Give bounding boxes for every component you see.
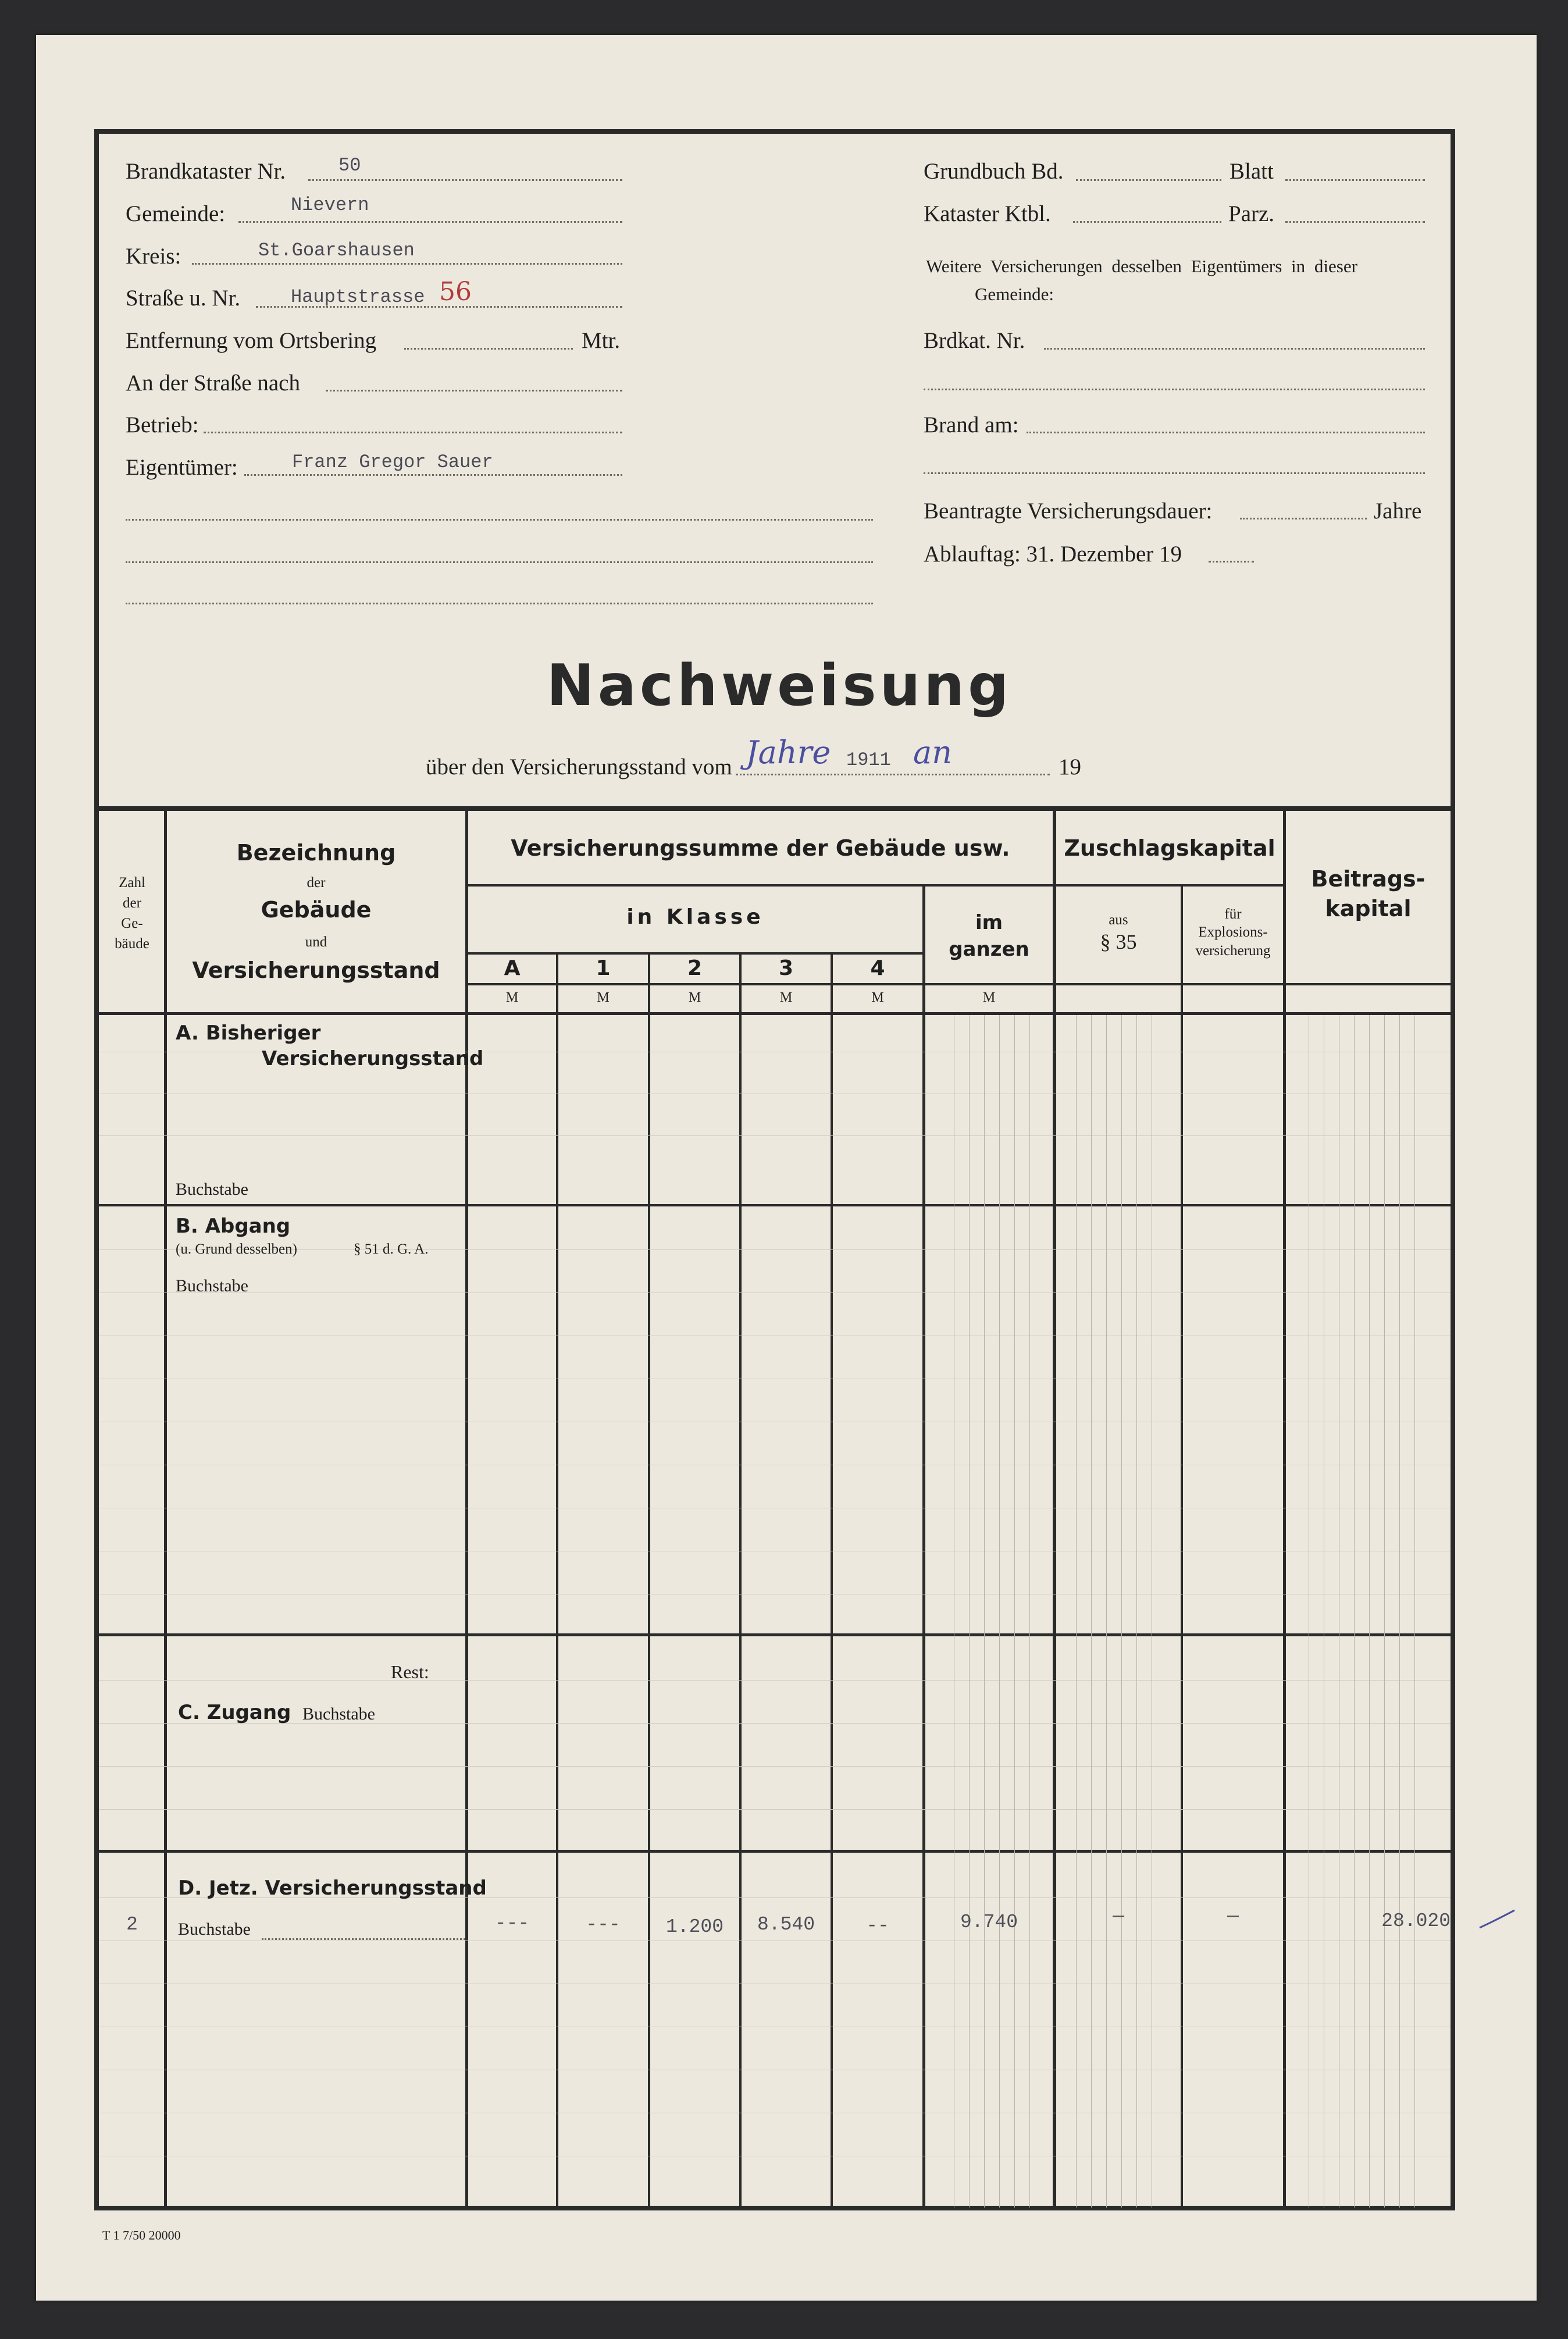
brdkat-label: Brdkat. Nr. [924, 328, 1025, 353]
col-line [1283, 811, 1286, 2207]
ablauftag-label: Ablauftag: 31. Dezember 19 [924, 542, 1182, 567]
unit-ganzen: M [982, 990, 996, 1005]
section-a-subtitle: Versicherungsstand [262, 1047, 484, 1070]
section-line [99, 1850, 1451, 1853]
footer-code: T 1 7/50 20000 [102, 2228, 181, 2242]
col-zahl-header: Zahl der Ge- bäude [115, 875, 149, 952]
brandkataster-label: Brandkataster Nr. [126, 159, 286, 184]
row-line [99, 1012, 1451, 1015]
col-line [1053, 811, 1056, 2207]
betrieb-label: Betrieb: [126, 412, 199, 437]
subtitle-hand-an: an [913, 734, 952, 771]
col-line [922, 885, 925, 2207]
row-line [465, 983, 1451, 985]
section-line [99, 1633, 1451, 1636]
strasse-value: Hauptstrasse [291, 286, 425, 308]
section-d-value-aus: — [1113, 1906, 1124, 1927]
col-bezeichnung-und: und [305, 934, 327, 950]
col-line [831, 954, 833, 2207]
col-line [164, 811, 167, 2207]
section-c-rest: Rest: [391, 1661, 429, 1682]
grundbuch-label: Grundbuch Bd. [924, 159, 1064, 184]
section-d-value-2: 1.200 [665, 1916, 724, 1938]
section-a-title: A. Bisheriger [176, 1021, 321, 1045]
unit-2: M [688, 990, 701, 1005]
section-d-value-ganzen: 9.740 [960, 1911, 1018, 1933]
col-fuer-header: für Explosions- versicherung [1195, 906, 1271, 959]
unit-3: M [779, 990, 793, 1005]
parz-label: Parz. [1228, 201, 1275, 226]
klasse-4: 4 [870, 956, 885, 980]
weitere-label-line1: Weitere Versicherungen desselben Eigentümers in dieser [926, 256, 1357, 276]
dauer-label: Beantragte Versicherungsdauer: [924, 499, 1213, 524]
brand-am-label: Brand am: [924, 412, 1019, 437]
col-bezeichnung-gebaeude: Gebäude [261, 897, 372, 923]
section-d-value-beitrag: 28.020 [1381, 1910, 1451, 1932]
col-ganzen-header: im ganzen [949, 911, 1029, 961]
gemeinde-label: Gemeinde: [126, 201, 226, 226]
gemeinde-value: Nievern [291, 194, 369, 216]
row-line [465, 952, 925, 955]
weitere-label-line2: Gemeinde: [975, 284, 1054, 304]
unit-4: M [871, 990, 884, 1005]
klasse-a: A [504, 956, 521, 980]
klasse-1: 1 [596, 956, 611, 980]
col-beitrag-header: Beitrags- kapital [1311, 866, 1426, 922]
section-d-value-1: --- [586, 1914, 621, 1935]
section-d-zahl: 2 [126, 1914, 138, 1935]
section-d-value-4: -- [866, 1915, 889, 1936]
section-line [99, 1204, 1451, 1206]
section-d-value-3: 8.540 [757, 1914, 815, 1935]
tick-mark-icon [1477, 1908, 1518, 1931]
klasse-3: 3 [778, 956, 794, 980]
col-aus-header: aus § 35 [1100, 912, 1137, 954]
section-d-title: D. Jetz. Versicherungsstand [178, 1877, 487, 1900]
dauer-unit: Jahre [1374, 499, 1422, 524]
subtitle-hand-jahre: Jahre [746, 734, 831, 771]
section-b-ref: § 51 d. G. A. [354, 1241, 429, 1257]
col-bezeichnung-versicherungsstand: Versicherungsstand [192, 957, 440, 983]
col-bezeichnung-title: Bezeichnung [236, 840, 396, 866]
eigentuemer-value: Franz Gregor Sauer [292, 451, 493, 473]
section-c-buchstabe: Buchstabe [302, 1704, 375, 1724]
subtitle-prefix: über den Versicherungsstand vom [426, 754, 732, 779]
an-der-strasse-label: An der Straße nach [126, 371, 300, 396]
page-title: Nachweisung [546, 653, 1013, 719]
kreis-value: St.Goarshausen [258, 240, 415, 261]
klasse-2: 2 [687, 956, 703, 980]
strasse-label: Straße u. Nr. [126, 286, 241, 311]
entfernung-label: Entfernung vom Ortsbering [126, 328, 377, 353]
col-zuschlag-header: Zuschlagskapital [1064, 835, 1275, 861]
section-c-title: C. Zugang [178, 1701, 291, 1724]
unit-a: M [505, 990, 519, 1005]
section-a-buchstabe: Buchstabe [176, 1180, 248, 1199]
subtitle-suffix: 19 [1059, 754, 1081, 779]
col-line [556, 954, 558, 2207]
entfernung-unit: Mtr. [582, 328, 621, 353]
subtitle-year: 1911 [846, 749, 891, 771]
section-d-buchstabe: Buchstabe [178, 1920, 251, 1939]
col-line [739, 954, 742, 2207]
row-line [465, 884, 1285, 887]
col-line [465, 811, 468, 2207]
col-klasse-header: in Klasse [626, 905, 764, 929]
table-top-rule [94, 806, 1455, 811]
blatt-label: Blatt [1230, 159, 1274, 184]
unit-1: M [597, 990, 610, 1005]
strasse-number: 56 [439, 277, 472, 307]
col-summe-header: Versicherungssumme der Gebäude usw. [511, 835, 1010, 861]
col-line [648, 954, 650, 2207]
eigentuemer-label: Eigentümer: [126, 455, 238, 480]
section-b-buchstabe: Buchstabe [176, 1276, 248, 1295]
section-b-title: B. Abgang [176, 1215, 291, 1238]
section-d-value-fuer: — [1227, 1906, 1239, 1927]
section-d-value-a: --- [494, 1913, 530, 1934]
kreis-label: Kreis: [126, 244, 181, 269]
kataster-label: Kataster Ktbl. [924, 201, 1051, 226]
section-b-note: (u. Grund desselben) [176, 1241, 297, 1257]
col-line [1181, 885, 1183, 2207]
dotted-line [262, 1938, 465, 1940]
brandkataster-value: 50 [338, 155, 361, 176]
col-bezeichnung-der: der [307, 875, 326, 891]
